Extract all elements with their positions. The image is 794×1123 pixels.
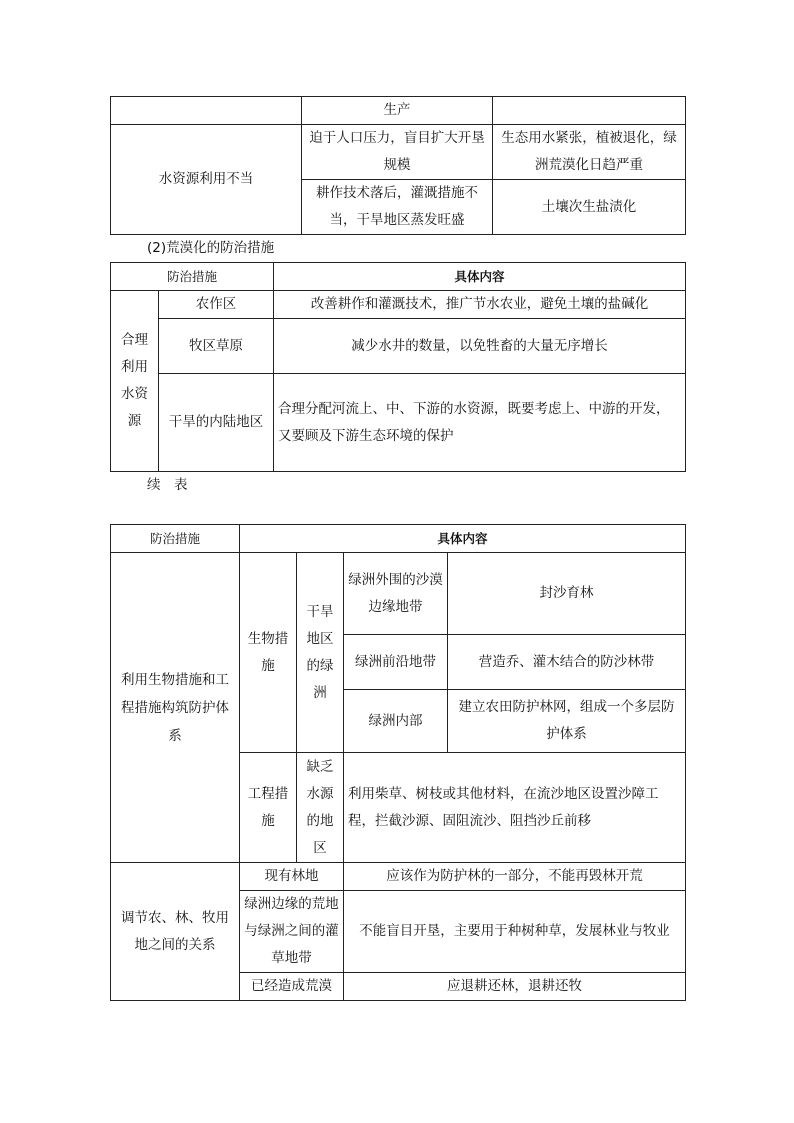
water-resources-measures-table xyxy=(110,262,686,472)
table2-area-inland: 干旱的内陆地区 xyxy=(159,374,274,472)
section-heading: (2)荒漠化的防治措施 xyxy=(147,240,275,256)
table2-header-measure: 防治措施 xyxy=(111,263,274,291)
table3-place-desert-edge: 绿洲外围的沙漠边缘地带 xyxy=(344,553,448,635)
continued-label: 续 表 xyxy=(147,477,188,493)
table3-bio-measures: 生物措施 xyxy=(240,553,297,753)
table3-content-oasis-front: 营造乔、灌木结合的防沙林带 xyxy=(448,635,686,690)
table3-content-engineering: 利用柴草、树枝或其他材料，在流沙地区设置沙障工程，拦截沙源、固阻流沙、阻挡沙丘前移 xyxy=(344,753,686,863)
table1-header-empty-left xyxy=(111,97,302,125)
table1-effect-oasis: 生态用水紧张，植被退化，绿洲荒漠化日趋严重 xyxy=(493,125,686,180)
protection-system-table xyxy=(110,524,686,1001)
table3-place-oasis-margin: 绿洲边缘的荒地与绿洲之间的灌草地带 xyxy=(240,891,344,973)
table1-header-production: 生产 xyxy=(302,97,493,125)
table1-water-misuse-label: 水资源利用不当 xyxy=(111,125,302,235)
table3-group-protection: 利用生物措施和工程措施构筑防护体系 xyxy=(111,553,240,863)
table1-effect-salinization: 土壤次生盐渍化 xyxy=(493,180,686,235)
table3-header-measure: 防治措施 xyxy=(111,525,240,553)
desertification-causes-table xyxy=(110,96,686,235)
table1-cause-irrigation: 耕作技术落后，灌溉措施不当，干旱地区蒸发旺盛 xyxy=(302,180,493,235)
table3-content-desert-edge: 封沙育林 xyxy=(448,553,686,635)
table3-place-oasis-front: 绿洲前沿地带 xyxy=(344,635,448,690)
table2-content-inland: 合理分配河流上、中、下游的水资源，既要考虑上、中游的开发，又要顾及下游生态环境的保护 xyxy=(274,374,686,472)
table2-header-content: 具体内容 xyxy=(274,263,686,291)
table3-place-forest: 现有林地 xyxy=(240,863,344,891)
table2-area-farming: 农作区 xyxy=(159,291,274,319)
table3-header-content: 具体内容 xyxy=(240,525,686,553)
table2-content-farming: 改善耕作和灌溉技术，推广节水农业，避免土壤的盐碱化 xyxy=(274,291,686,319)
table3-content-oasis-margin: 不能盲目开垦，主要用于种树种草，发展林业与牧业 xyxy=(344,891,686,973)
table3-group-adjust: 调节农、林、牧用地之间的关系 xyxy=(111,863,240,1001)
table3-lack-water-area: 缺乏水源的地区 xyxy=(297,753,344,863)
table3-place-oasis-inner: 绿洲内部 xyxy=(344,690,448,753)
table3-content-forest: 应该作为防护林的一部分，不能再毁林开荒 xyxy=(344,863,686,891)
table2-group-water: 合理利用水资源 xyxy=(111,291,159,472)
table3-content-desertified: 应退耕还林，退耕还牧 xyxy=(344,973,686,1001)
table3-engineering-measures: 工程措施 xyxy=(240,753,297,863)
table3-content-oasis-inner: 建立农田防护林网，组成一个多层防护体系 xyxy=(448,690,686,753)
table3-arid-oasis: 干旱地区的绿洲 xyxy=(297,553,344,753)
table3-place-desertified: 已经造成荒漠 xyxy=(240,973,344,1001)
table1-cause-reclamation: 迫于人口压力，盲目扩大开垦规模 xyxy=(302,125,493,180)
table2-content-pasture: 减少水井的数量，以免牲畜的大量无序增长 xyxy=(274,319,686,374)
table2-area-pasture: 牧区草原 xyxy=(159,319,274,374)
table1-header-empty-right xyxy=(493,97,686,125)
